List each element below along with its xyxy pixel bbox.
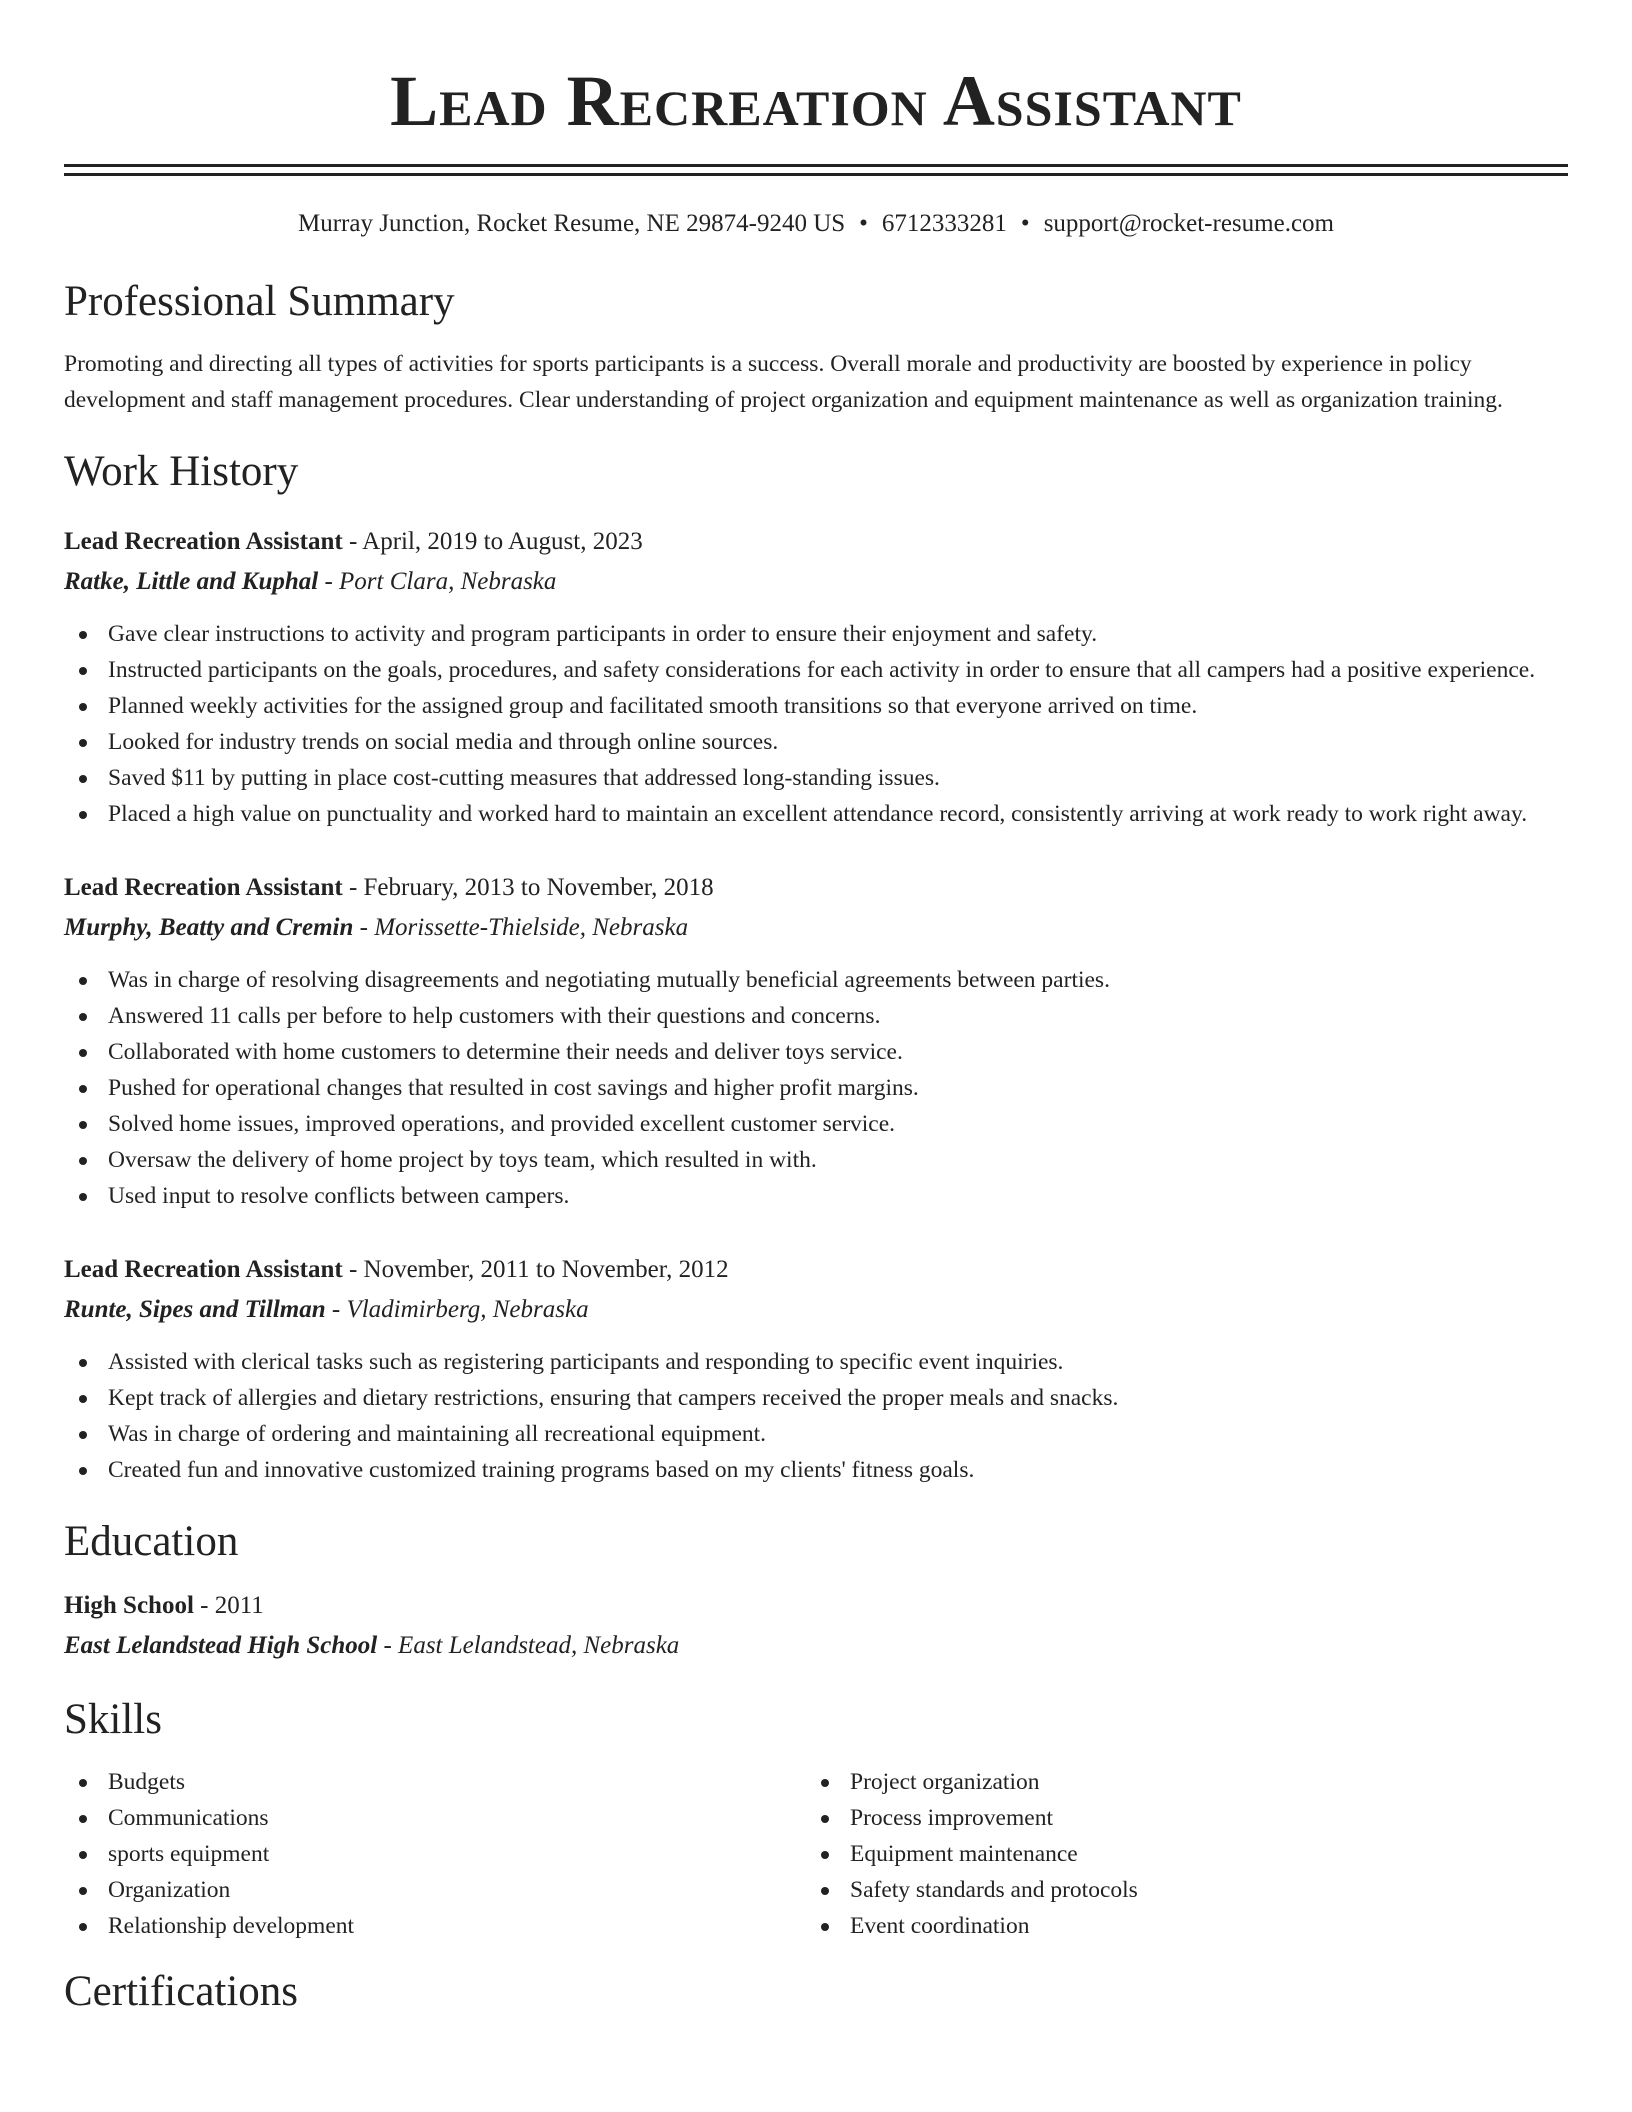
education-year: - 2011 <box>193 1592 264 1619</box>
list-item: Oversaw the delivery of home project by toys team, which resulted in with. <box>64 1142 1568 1178</box>
list-item: Placed a high value on punctuality and worked hard to maintain an excellent attendance record, consistently arriving at work ready to work right away. <box>64 796 1568 832</box>
job-dates: - November, 2011 to November, 2012 <box>342 1256 729 1283</box>
job-location: - Vladimirberg, Nebraska <box>325 1296 589 1323</box>
skill-item: Safety standards and protocols <box>806 1872 1548 1908</box>
contact-separator: • <box>1020 210 1030 237</box>
section-title-work-history: Work History <box>64 448 299 495</box>
skill-item: Organization <box>64 1872 806 1908</box>
section-title-skills: Skills <box>64 1696 162 1743</box>
job-bullets <box>64 616 1568 832</box>
job-title: Lead Recreation Assistant <box>64 528 343 555</box>
education-header <box>64 1586 1568 1626</box>
skills-column-left <box>64 1764 806 1944</box>
skill-item: sports equipment <box>64 1836 806 1872</box>
education-degree: High School <box>64 1592 194 1619</box>
list-item: Gave clear instructions to activity and program participants in order to ensure their enjoyment and safety. <box>64 616 1568 652</box>
contact-address: Murray Junction, Rocket Resume, NE 29874-9240 US <box>298 210 846 237</box>
job-entry <box>64 868 1568 1214</box>
list-item: Was in charge of ordering and maintaining all recreational equipment. <box>64 1416 1568 1452</box>
skill-item: Budgets <box>64 1764 806 1800</box>
list-item: Instructed participants on the goals, procedures, and safety considerations for each activity in order to ensure that all campers had a positive experience. <box>64 652 1568 688</box>
list-item: Assisted with clerical tasks such as registering participants and responding to specific event inquiries. <box>64 1344 1568 1380</box>
section-title-certifications: Certifications <box>64 1968 299 2015</box>
contact-phone: 6712333281 <box>881 210 1007 237</box>
resume-name: Lead Recreation Assistant <box>390 61 1242 141</box>
list-item: Looked for industry trends on social media and through online sources. <box>64 724 1568 760</box>
contact-email: support@rocket-resume.com <box>1043 210 1334 237</box>
skills-grid <box>64 1764 1568 1944</box>
list-item: Saved $11 by putting in place cost-cutting measures that addressed long-standing issues. <box>64 760 1568 796</box>
contact-line <box>64 208 1568 240</box>
list-item: Created fun and innovative customized training programs based on my clients' fitness goals. <box>64 1452 1568 1488</box>
job-entry <box>64 1250 1568 1488</box>
education-school-line <box>64 1626 1568 1666</box>
header-divider-top <box>64 164 1568 167</box>
contact-separator: • <box>859 210 868 237</box>
job-header <box>64 1250 1568 1290</box>
job-company: Ratke, Little and Kuphal <box>64 568 319 595</box>
skill-item: Relationship development <box>64 1908 806 1944</box>
job-header <box>64 522 1568 562</box>
education-entry <box>64 1586 1568 1666</box>
education-location: - East Lelandstead, Nebraska <box>377 1632 680 1659</box>
job-company: Murphy, Beatty and Cremin <box>64 914 354 941</box>
list-item: Solved home issues, improved operations, and provided excellent customer service. <box>64 1106 1568 1142</box>
list-item: Kept track of allergies and dietary restrictions, ensuring that campers received the proper meals and snacks. <box>64 1380 1568 1416</box>
list-item: Collaborated with home customers to determine their needs and deliver toys service. <box>64 1034 1568 1070</box>
job-dates: - February, 2013 to November, 2018 <box>342 874 714 901</box>
job-title: Lead Recreation Assistant <box>64 1256 343 1283</box>
job-entry <box>64 522 1568 832</box>
job-dates: - April, 2019 to August, 2023 <box>342 528 643 555</box>
job-location: - Port Clara, Nebraska <box>318 568 557 595</box>
skill-item: Communications <box>64 1800 806 1836</box>
skills-column-right <box>806 1764 1548 1944</box>
job-bullets <box>64 1344 1568 1488</box>
job-employer <box>64 1290 1568 1330</box>
resume-page <box>64 0 1568 2018</box>
skill-item: Equipment maintenance <box>806 1836 1548 1872</box>
list-item: Planned weekly activities for the assigned group and facilitated smooth transitions so that everyone arrived on time. <box>64 688 1568 724</box>
section-title-education: Education <box>64 1518 239 1565</box>
job-header <box>64 868 1568 908</box>
list-item: Answered 11 calls per before to help customers with their questions and concerns. <box>64 998 1568 1034</box>
list-item: Used input to resolve conflicts between campers. <box>64 1178 1568 1214</box>
summary-text: Promoting and directing all types of activities for sports participants is a success. Overall morale and productivity are boosted by experience in policy development and staff management procedures. Clear understanding of project organization and equipment maintenance as well as organization training. <box>64 351 1503 413</box>
skill-item: Process improvement <box>806 1800 1548 1836</box>
section-title-summary: Professional Summary <box>64 278 455 325</box>
job-title: Lead Recreation Assistant <box>64 874 343 901</box>
list-item: Was in charge of resolving disagreements and negotiating mutually beneficial agreements between parties. <box>64 962 1568 998</box>
job-bullets <box>64 962 1568 1214</box>
skill-item: Event coordination <box>806 1908 1548 1944</box>
job-company: Runte, Sipes and Tillman <box>64 1296 326 1323</box>
job-location: - Morissette-Thielside, Nebraska <box>353 914 689 941</box>
job-employer <box>64 562 1568 602</box>
header-divider-bottom <box>64 173 1568 176</box>
skill-item: Project organization <box>806 1764 1548 1800</box>
list-item: Pushed for operational changes that resulted in cost savings and higher profit margins. <box>64 1070 1568 1106</box>
education-school: East Lelandstead High School <box>64 1632 378 1659</box>
job-employer <box>64 908 1568 948</box>
